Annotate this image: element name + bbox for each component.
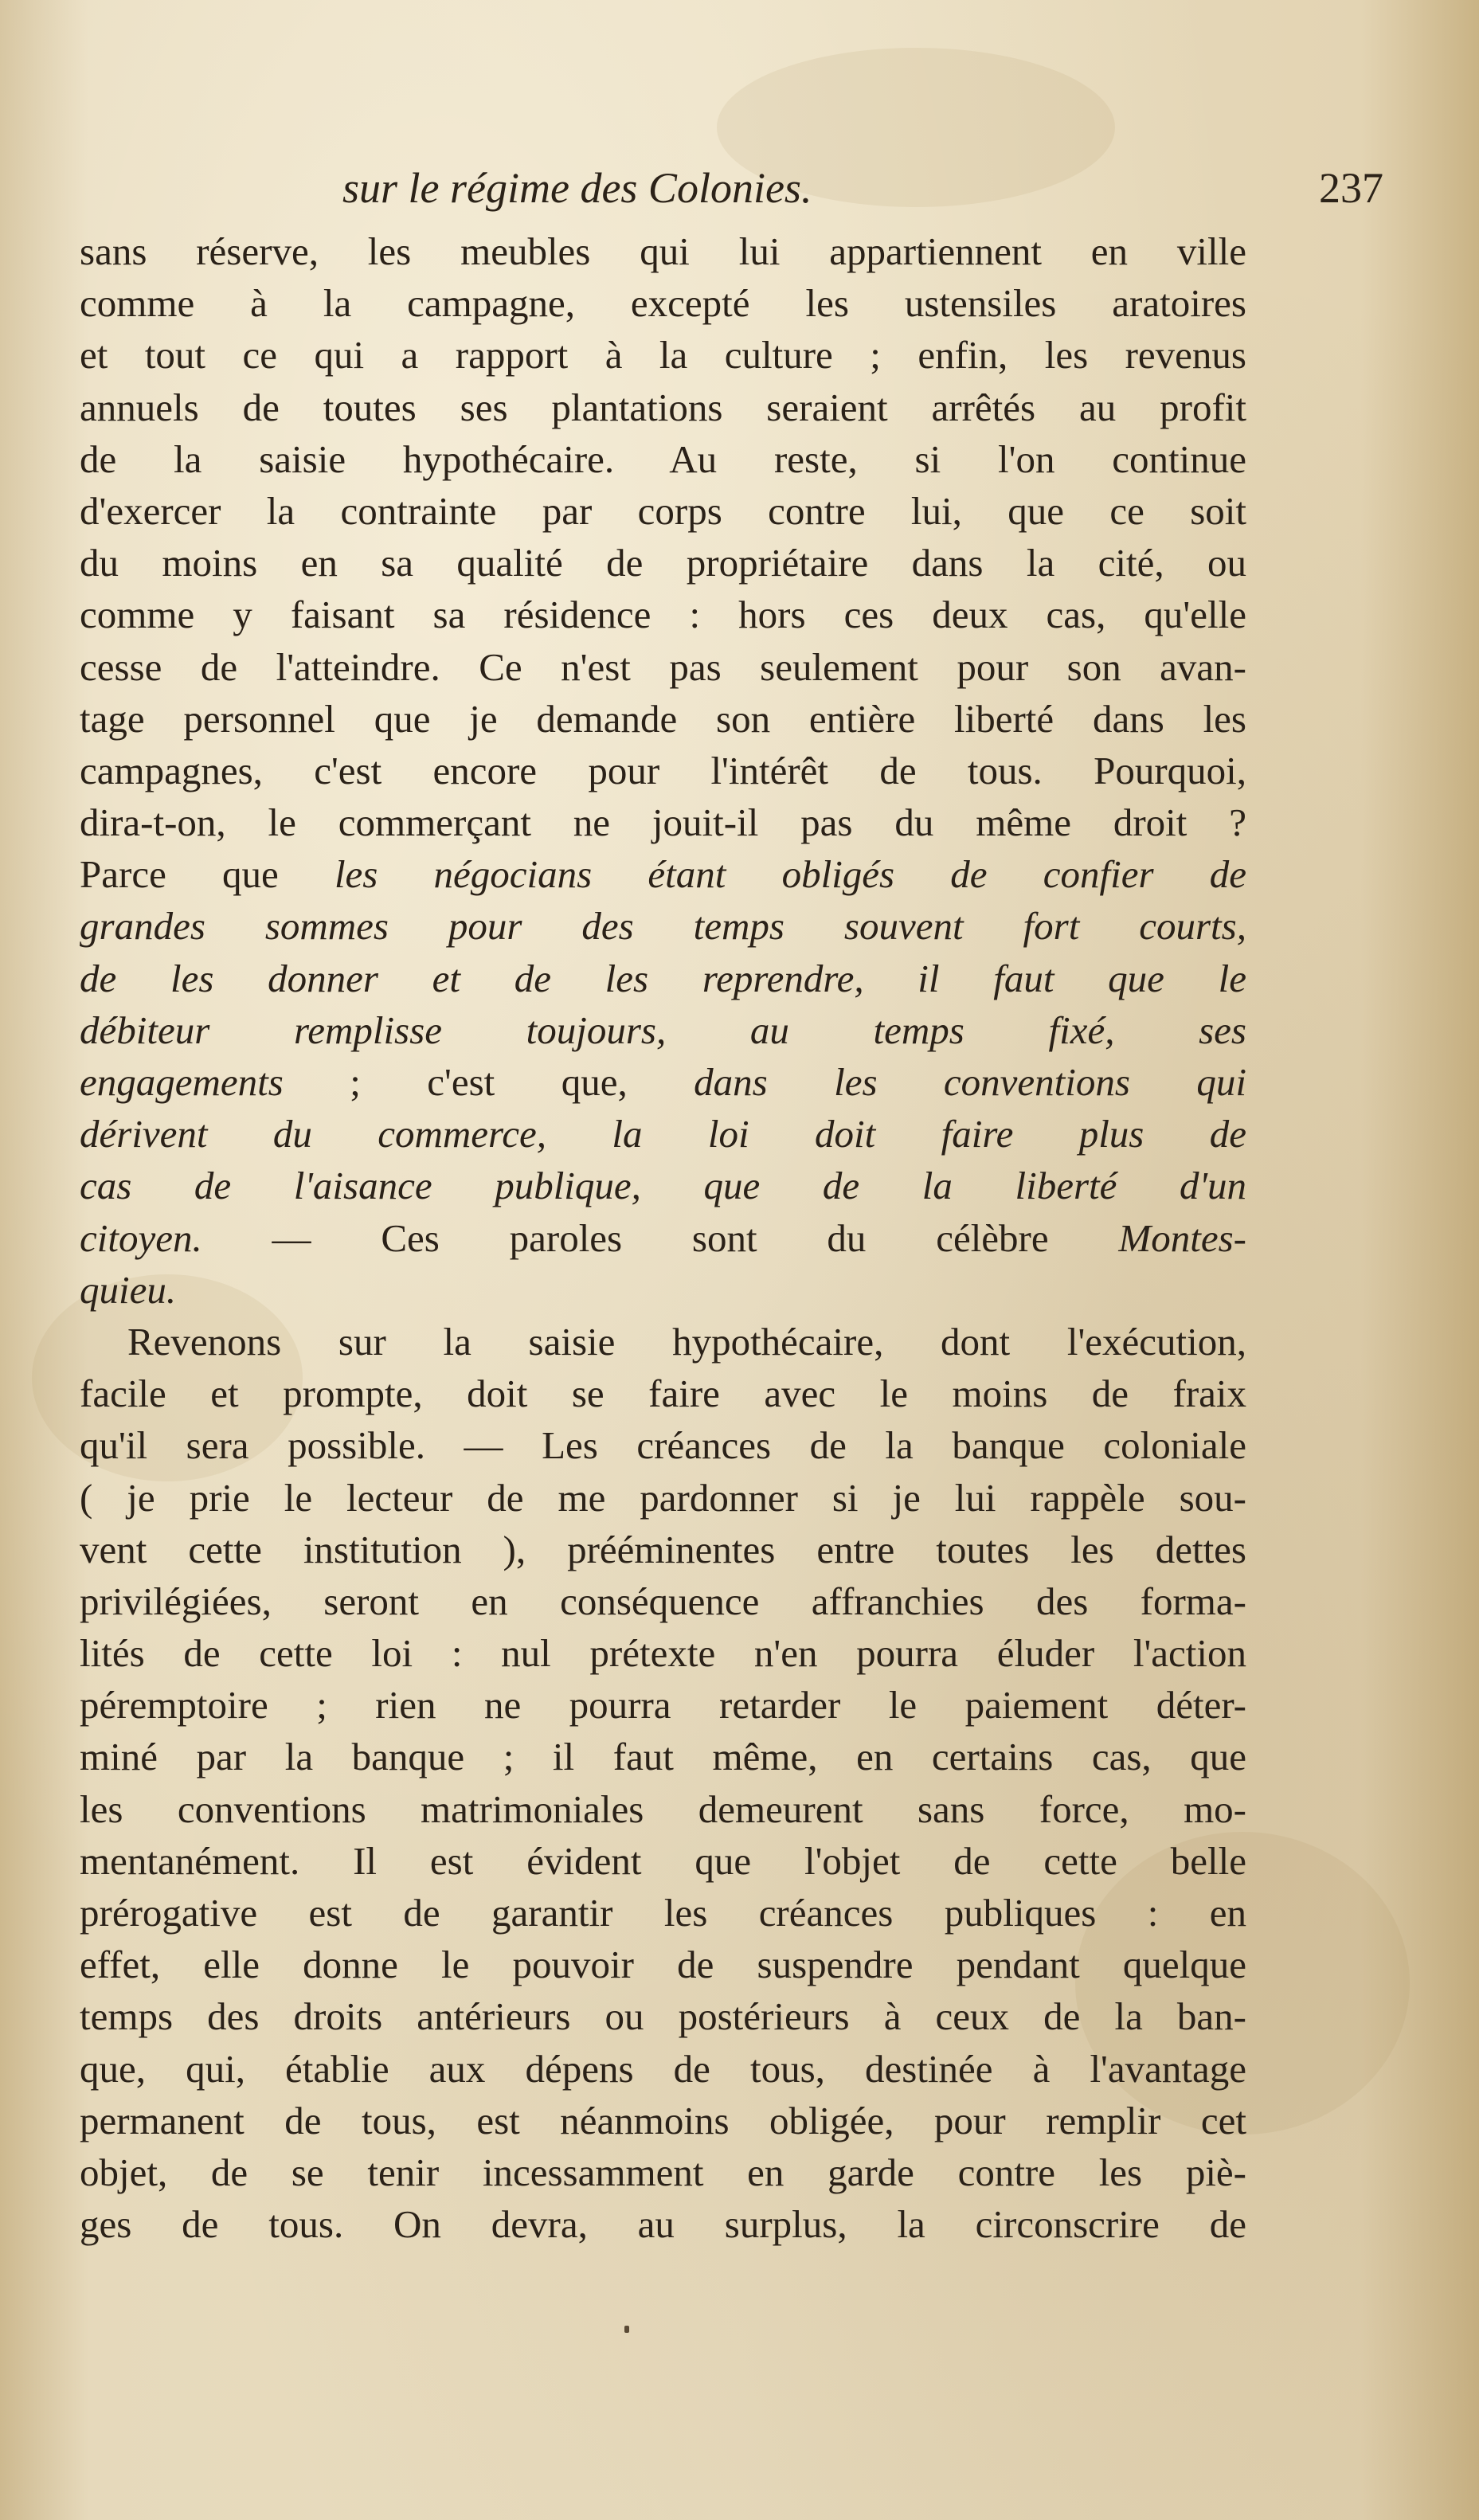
text-run: mentanément. Il est évident que l'objet de cette belle (80, 1838, 1246, 1883)
text-run: permanent de tous, est néanmoins obligée, pour remplir cet (80, 2098, 1246, 2142)
text-line (80, 1264, 1246, 1316)
text-line (80, 900, 1246, 952)
text-run: sans réserve, les meubles qui lui appartiennent en ville (80, 229, 1246, 273)
text-run: et tout ce qui a rapport à la culture ; enfin, les revenus (80, 333, 1246, 378)
italic-text-run: dans les conventions qui (694, 1060, 1247, 1104)
text-line (80, 1887, 1246, 1939)
text-line (80, 1419, 1246, 1471)
text-run: miné par la banque ; il faut même, en certains cas, que (80, 1735, 1246, 1779)
text-run: dira-t-on, le commerçant ne jouit-il pas du même droit ? (80, 800, 1246, 845)
text-run: temps des droits antérieurs ou postérieurs à ceux de la ban- (80, 1994, 1246, 2039)
text-line (80, 1524, 1246, 1575)
text-line (80, 537, 1246, 589)
text-run: que, qui, établie aux dépens de tous, destinée à l'avantage (80, 2046, 1246, 2091)
text-run: lités de cette loi : nul prétexte n'en pourra éluder l'action (80, 1631, 1246, 1676)
text-line (80, 1679, 1246, 1731)
text-line (80, 1783, 1246, 1835)
text-line (80, 1056, 1246, 1108)
text-run: de la saisie hypothécaire. Au reste, si l'on continue (80, 436, 1246, 481)
text-run: effet, elle donne le pouvoir de suspendre pendant quelque (80, 1943, 1246, 1987)
text-line (80, 1472, 1246, 1524)
text-line (80, 1108, 1246, 1160)
text-run: Revenons sur la saisie hypothécaire, dont l'exécution, (127, 1319, 1246, 1364)
page-number: 237 (1319, 164, 1383, 212)
text-run: privilégiées, seront en conséquence affranchies des forma- (80, 1579, 1246, 1623)
text-run: Parce que (80, 852, 335, 897)
text-line (80, 1316, 1246, 1368)
text-line (80, 1835, 1246, 1887)
text-run: facile et prompte, doit se faire avec le moins de fraix (80, 1372, 1246, 1416)
text-line (80, 1627, 1246, 1679)
text-line (80, 433, 1246, 485)
text-line (80, 641, 1246, 693)
text-run: tage personnel que je demande son entière liberté dans les (80, 696, 1246, 741)
text-line (80, 1575, 1246, 1627)
italic-text-run: engagements (80, 1060, 284, 1104)
text-run: ; c'est que, (283, 1060, 695, 1104)
text-run: du moins en sa qualité de propriétaire dans la cité, ou (80, 541, 1246, 585)
text-run: les conventions matrimoniales demeurent sans force, mo- (80, 1786, 1246, 1831)
text-line (80, 745, 1246, 796)
text-line (80, 2095, 1246, 2146)
text-line (80, 1160, 1246, 1211)
text-line (80, 1368, 1246, 1419)
text-run: péremptoire ; rien ne pourra retarder le paiement déter- (80, 1683, 1246, 1728)
text-run: qu'il sera possible. — Les créances de la banque coloniale (80, 1423, 1246, 1468)
italic-text-run: citoyen. (80, 1215, 202, 1260)
text-line (80, 329, 1246, 381)
text-line (80, 589, 1246, 640)
ink-speck (624, 2326, 629, 2333)
running-head-title: sur le régime des Colonies. (342, 164, 812, 212)
text-line (80, 796, 1246, 848)
text-run: d'exercer la contrainte par corps contre lui, que ce soit (80, 488, 1246, 533)
text-run: — Ces paroles sont du célèbre (202, 1215, 1119, 1260)
text-run: cesse de l'atteindre. Ce n'est pas seulement pour son avan- (80, 644, 1246, 689)
italic-text-run: grandes sommes pour des temps souvent fort courts, (80, 904, 1246, 949)
text-line (80, 485, 1246, 537)
text-run: annuels de toutes ses plantations seraient arrêtés au profit (80, 385, 1246, 429)
italic-text-run: quieu. (80, 1267, 177, 1312)
italic-text-run: Montes- (1118, 1215, 1246, 1260)
running-head (80, 163, 1383, 219)
text-line (80, 2043, 1246, 2095)
text-line (80, 2146, 1246, 2198)
text-run: vent cette institution ), prééminentes entre toutes les dettes (80, 1527, 1246, 1571)
body-text (80, 225, 1246, 2250)
italic-text-run: cas de l'aisance publique, que de la liberté d'un (80, 1164, 1246, 1208)
text-line (80, 953, 1246, 1004)
text-line (80, 1731, 1246, 1782)
text-line (80, 1212, 1246, 1264)
text-line (80, 1990, 1246, 2042)
text-line (80, 1004, 1246, 1056)
text-run: ( je prie le lecteur de me pardonner si je lui rappèle sou- (80, 1475, 1246, 1520)
text-line (80, 225, 1246, 277)
text-line (80, 848, 1246, 900)
text-line (80, 1939, 1246, 1990)
text-run: prérogative est de garantir les créances publiques : en (80, 1891, 1246, 1935)
text-run: campagnes, c'est encore pour l'intérêt de tous. Pourquoi, (80, 748, 1246, 792)
text-line (80, 382, 1246, 433)
italic-text-run: de les donner et de les reprendre, il faut que le (80, 956, 1246, 1000)
text-run: objet, de se tenir incessamment en garde contre les piè- (80, 2150, 1246, 2194)
text-run: comme à la campagne, excepté les ustensiles aratoires (80, 281, 1246, 326)
italic-text-run: dérivent du commerce, la loi doit faire plus de (80, 1112, 1246, 1156)
text-run: comme y faisant sa résidence : hors ces deux cas, qu'elle (80, 593, 1246, 637)
italic-text-run: débiteur remplisse toujours, au temps fixé, ses (80, 1008, 1246, 1052)
text-line (80, 277, 1246, 329)
text-line (80, 693, 1246, 745)
text-line (80, 2198, 1246, 2250)
text-run: ges de tous. On devra, au surplus, la circonscrire de (80, 2202, 1246, 2247)
italic-text-run: les négocians étant obligés de confier de (334, 852, 1246, 897)
